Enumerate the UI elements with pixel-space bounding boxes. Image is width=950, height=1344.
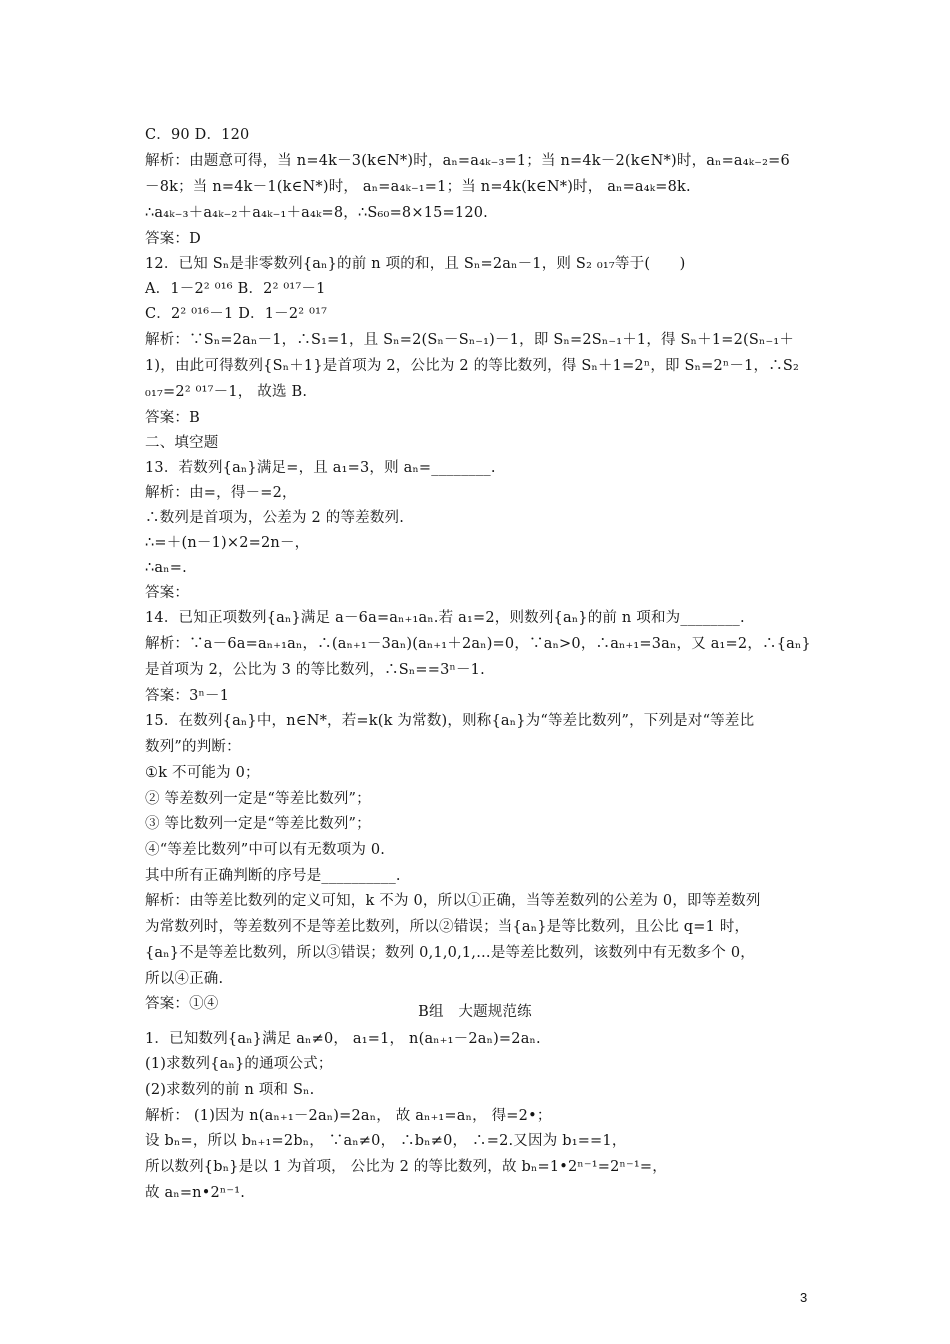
text-line: 15．在数列{aₙ}中，n∈N*，若=k(k 为常数)，则称{aₙ}为“等差比数列”，下列是对“等差比 <box>145 713 755 729</box>
text-line: 12．已知 Sₙ是非零数列{aₙ}的前 n 项的和，且 Sₙ=2aₙ－1，则 S₂ ₀₁₇等于( ) <box>145 256 686 272</box>
text-line: (2)求数列的前 n 项和 Sₙ. <box>145 1082 315 1098</box>
text-line: 答案：B <box>145 410 200 426</box>
text-line: 是首项为 2，公比为 3 的等比数列，∴Sₙ==3ⁿ－1. <box>145 662 485 678</box>
text-line: ② 等差数列一定是“等差比数列”； <box>145 791 371 807</box>
text-line: 所以④正确. <box>145 971 224 987</box>
text-line: 1)，由此可得数列{Sₙ＋1}是首项为 2，公比为 2 的等比数列，得 Sₙ＋1=2ⁿ，即 Sₙ=2ⁿ－1，∴S₂ <box>145 358 800 374</box>
text-line: A．1－2² ⁰¹⁶ B．2² ⁰¹⁷－1 <box>145 281 326 297</box>
text-line: 所以数列{bₙ}是以 1 为首项， 公比为 2 的等比数列，故 bₙ=1•2ⁿ⁻¹=2ⁿ⁻¹=， <box>145 1159 667 1175</box>
text-line: 答案： <box>145 585 190 601</box>
text-line: {aₙ}不是等差比数列，所以③错误；数列 0,1,0,1,…是等差比数列，该数列中有无数多个 0， <box>145 945 755 961</box>
page-number: 3 <box>800 1290 808 1305</box>
text-line: 答案：3ⁿ－1 <box>145 688 230 704</box>
text-line: (1)求数列{aₙ}的通项公式； <box>145 1056 333 1072</box>
text-line: 13．若数列{aₙ}满足=，且 a₁=3，则 aₙ=________. <box>145 460 496 476</box>
text-line: ∴数列是首项为，公差为 2 的等差数列. <box>145 510 405 526</box>
text-line: 解析：由题意可得，当 n=4k－3(k∈N*)时，aₙ=a₄ₖ₋₃=1；当 n=4k－2(k∈N*)时，aₙ=a₄ₖ₋₂=6 <box>145 153 790 169</box>
text-line: 答案：D <box>145 231 201 247</box>
text-line: ∴aₙ=. <box>145 560 187 576</box>
text-line: ③ 等比数列一定是“等差比数列”； <box>145 816 371 832</box>
text-line: ₀₁₇=2² ⁰¹⁷－1， 故选 B. <box>145 384 308 400</box>
text-line: 故 aₙ=n•2ⁿ⁻¹. <box>145 1185 246 1201</box>
text-line: C．2² ⁰¹⁶－1 D．1－2² ⁰¹⁷ <box>145 306 328 322</box>
text-line: 为常数列时，等差数列不是等差比数列，所以②错误；当{aₙ}是等比数列，且公比 q=1 时， <box>145 919 750 935</box>
text-line: 答案：①④ <box>145 996 219 1012</box>
text-line: 解析： (1)因为 n(aₙ₊₁－2aₙ)=2aₙ， 故 aₙ₊₁=aₙ， 得=2•； <box>145 1108 552 1124</box>
text-line: ④“等差比数列”中可以有无数项为 0. <box>145 842 386 858</box>
text-line: 14．已知正项数列{aₙ}满足 a－6a=aₙ₊₁aₙ.若 a₁=2，则数列{aₙ}的前 n 项和为________. <box>145 610 745 626</box>
text-line: 其中所有正确判断的序号是__________. <box>145 868 401 884</box>
section-heading: B组 大题规范练 <box>418 1004 532 1020</box>
text-line: 设 bₙ=，所以 bₙ₊₁=2bₙ， ∵aₙ≠0， ∴bₙ≠0， ∴=2.又因为 b₁==1， <box>145 1133 627 1149</box>
text-line: 解析：由等差比数列的定义可知，k 不为 0，所以①正确，当等差数列的公差为 0，即等差数列 <box>145 893 761 909</box>
text-line: 解析：∵Sₙ=2aₙ－1，∴S₁=1，且 Sₙ=2(Sₙ－Sₙ₋₁)－1，即 Sₙ=2Sₙ₋₁＋1，得 Sₙ＋1=2(Sₙ₋₁＋ <box>145 332 795 348</box>
text-line: 数列”的判断： <box>145 739 241 755</box>
text-line: ∴a₄ₖ₋₃＋a₄ₖ₋₂＋a₄ₖ₋₁＋a₄ₖ=8，∴S₆₀=8×15=120. <box>145 205 488 221</box>
text-line: 1．已知数列{aₙ}满足 aₙ≠0， a₁=1， n(aₙ₊₁－2aₙ)=2aₙ. <box>145 1031 541 1047</box>
text-line: C．90 D．120 <box>145 127 250 143</box>
text-line: 解析：由=，得－=2， <box>145 485 297 501</box>
text-line: 二、填空题 <box>145 435 219 451</box>
text-line: ∴=＋(n－1)×2=2n－， <box>145 535 310 551</box>
text-line: ①k 不可能为 0； <box>145 765 260 781</box>
text-line: －8k；当 n=4k－1(k∈N*)时， aₙ=a₄ₖ₋₁=1；当 n=4k(k∈N*)时， aₙ=a₄ₖ=8k. <box>145 179 691 195</box>
text-line: 解析：∵a－6a=aₙ₊₁aₙ，∴(aₙ₊₁－3aₙ)(aₙ₊₁＋2aₙ)=0，∵aₙ>0，∴aₙ₊₁=3aₙ，又 a₁=2，∴{aₙ} <box>145 636 811 652</box>
